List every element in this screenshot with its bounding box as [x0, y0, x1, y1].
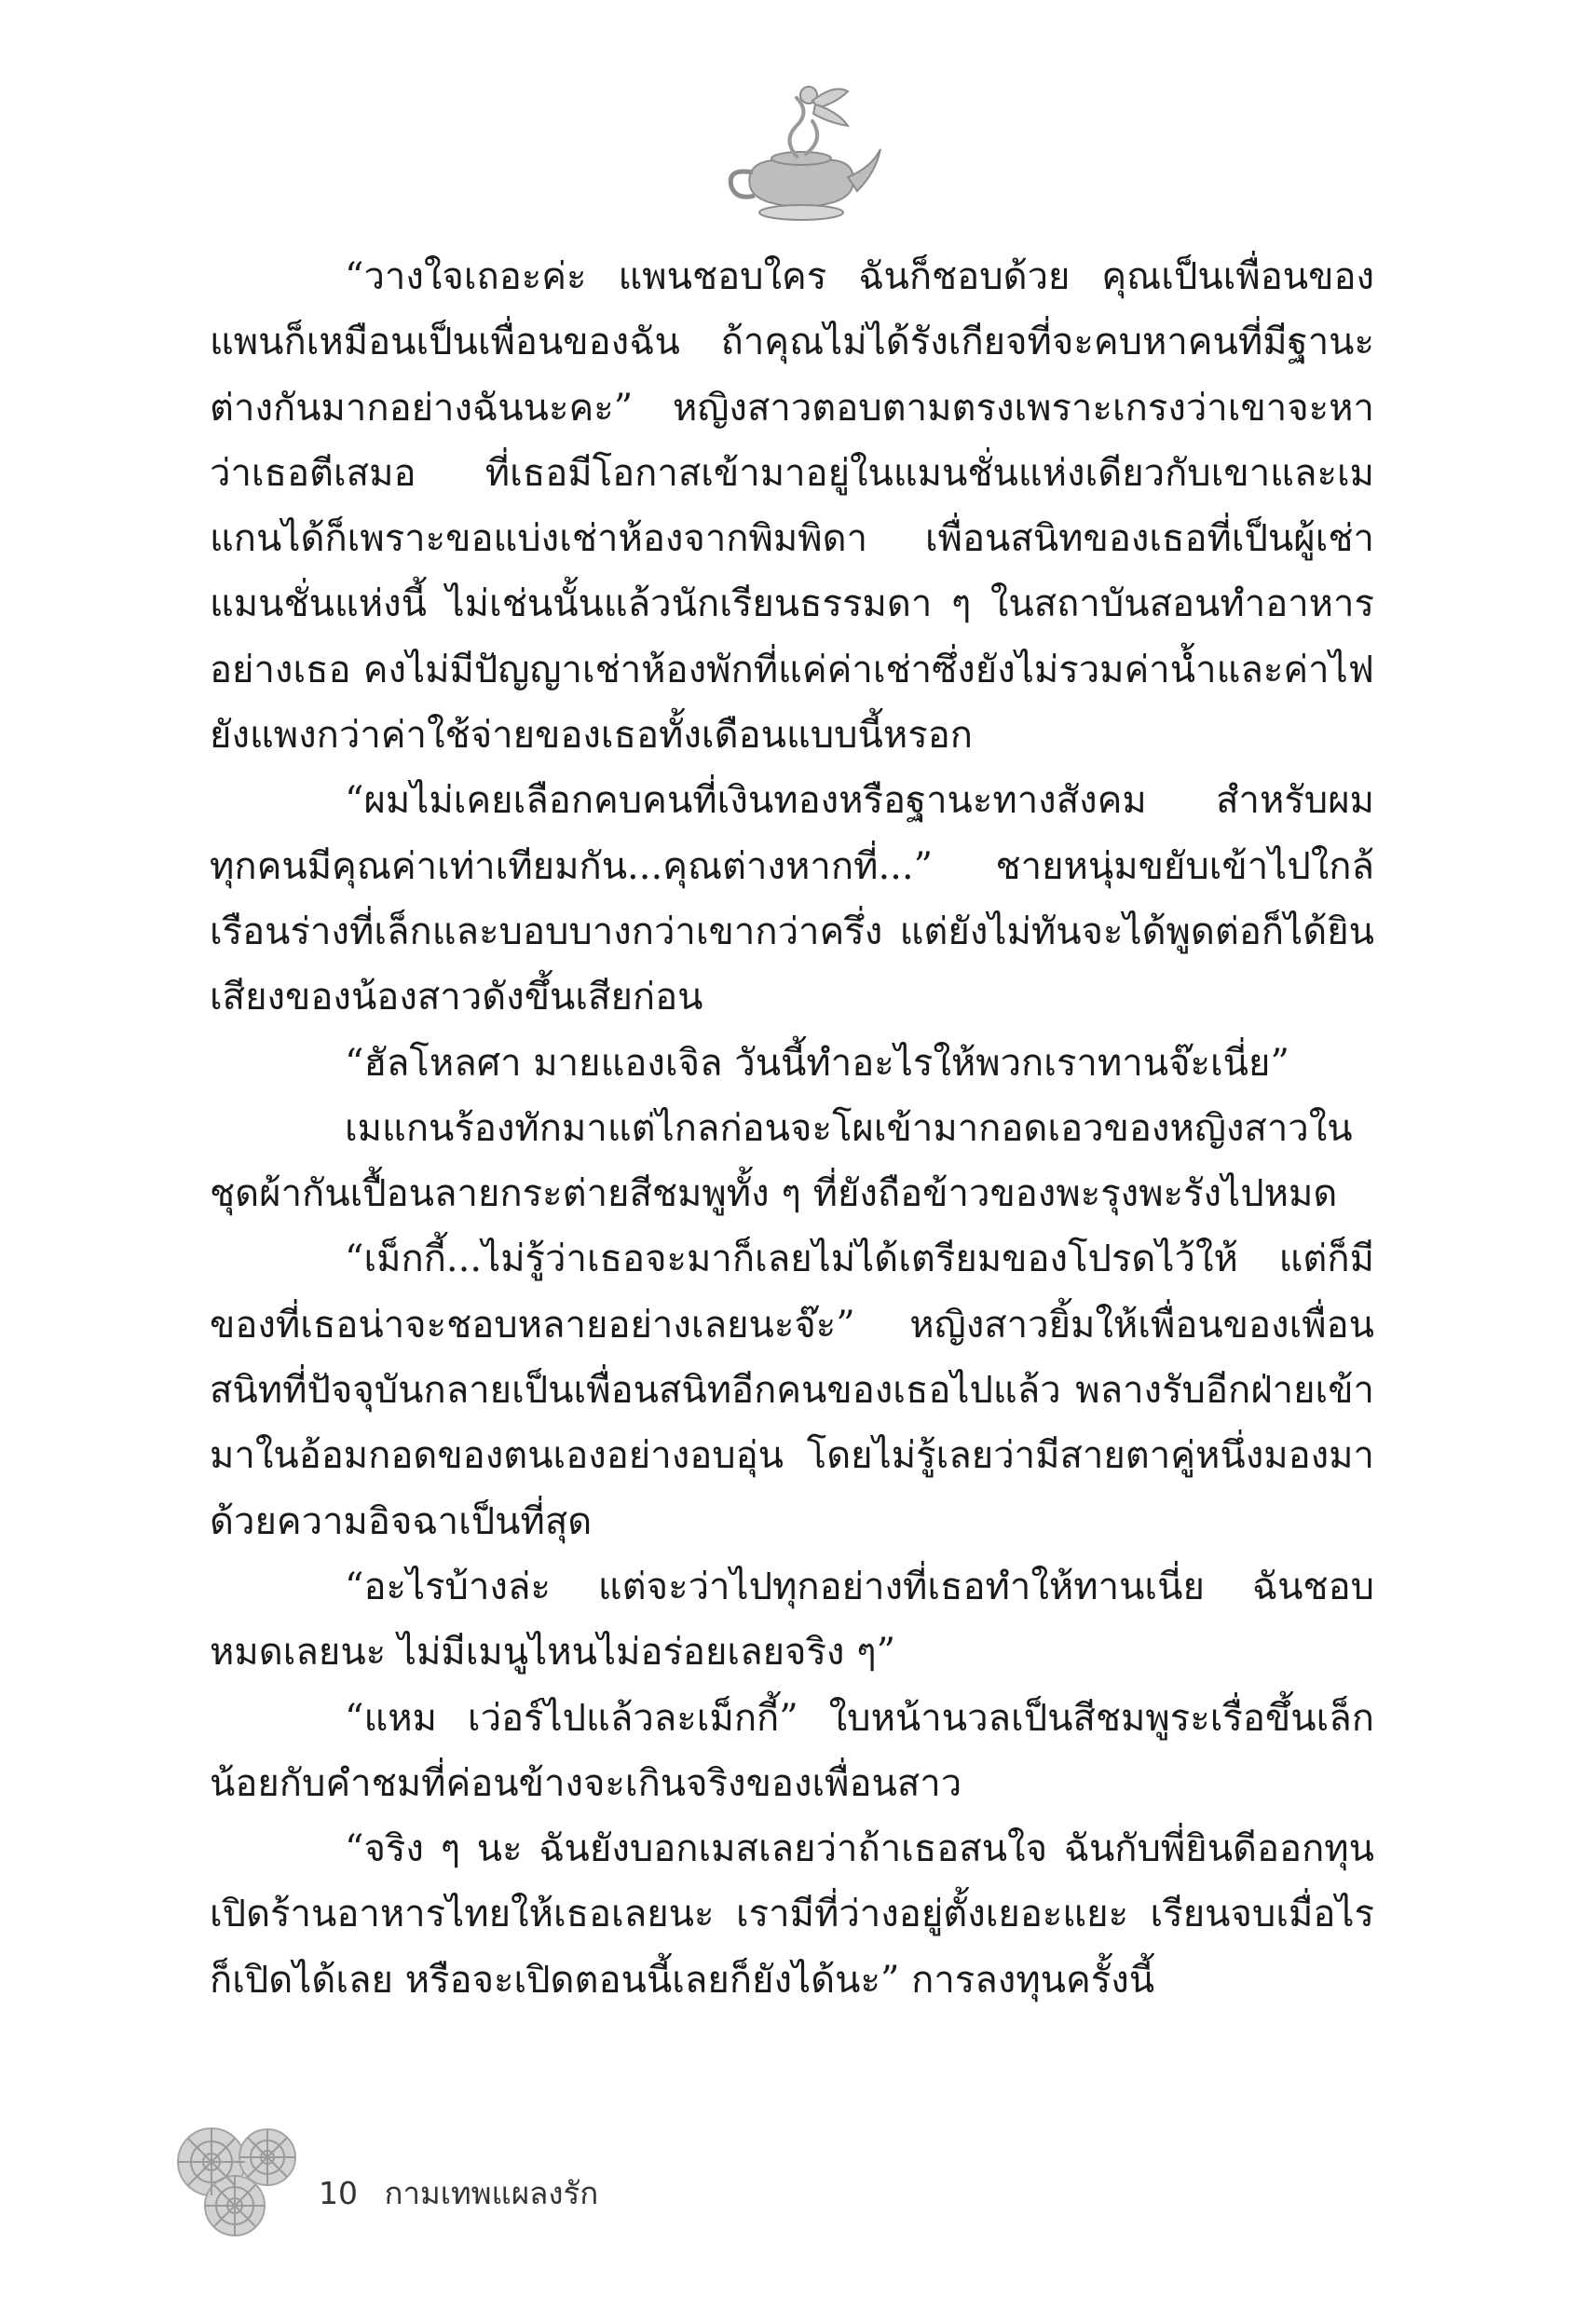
page-footer: [170, 2120, 822, 2241]
paragraph: “เม็กกี้...ไม่รู้ว่าเธอจะมาก็เลยไม่ได้เตรียมของโปรดไว้ให้ แต่ก็มีของที่เธอน่าจะชอบหลายอย่างเลยนะจ๊ะ” หญิงสาวยิ้มให้เพื่อนของเพื่อนสนิทที่ปัจจุบันกลายเป็นเพื่อนสนิทอีกคนของเธอไปแล้ว พลางรับอีกฝ่ายเข้ามาในอ้อมกอดของตนเองอย่างอบอุ่น โดยไม่รู้เลยว่ามีสายตาคู่หนึ่งมองมาด้วยความอิจฉาเป็นที่สุด: [210, 1238, 1374, 1543]
paragraph: “แหม เว่อร์ไปแล้วละเม็กกี้” ใบหน้านวลเป็นสีชมพูระเรื่อขึ้นเล็กน้อยกับคำชมที่ค่อนข้างจะเกินจริงของเพื่อนสาว: [210, 1696, 1374, 1805]
paragraph: “อะไรบ้างล่ะ แต่จะว่าไปทุกอย่างที่เธอทำให้ทานเนี่ย ฉันชอบหมดเลยนะ ไม่มีเมนูไหนไม่อร่อยเลยจริง ๆ”: [210, 1565, 1374, 1675]
paragraph: “ผมไม่เคยเลือกคบคนที่เงินทองหรือฐานะทางสังคม สำหรับผม ทุกคนมีคุณค่าเท่าเทียมกัน...คุณต่างหากที่...” ชายหนุ่มขยับเข้าไปใกล้เรือนร่างที่เล็กและบอบบางกว่าเขากว่าครึ่ง แต่ยังไม่ทันจะได้พูดต่อก็ได้ยินเสียงของน้องสาวดังขึ้นเสียก่อน: [210, 779, 1374, 1019]
body-text: [210, 244, 1374, 2013]
rosette-cluster-icon: [170, 2120, 319, 2241]
paragraph: “วางใจเถอะค่ะ แพนชอบใคร ฉันก็ชอบด้วย คุณเป็นเพื่อนของแพนก็เหมือนเป็นเพื่อนของฉัน ถ้าคุณไม่ได้รังเกียจที่จะคบหาคนที่มีฐานะต่างกันมากอย่างฉันนะคะ” หญิงสาวตอบตามตรงเพราะเกรงว่าเขาจะหาว่าเธอตีเสมอ ที่เธอมีโอกาสเข้ามาอยู่ในแมนชั่นแห่งเดียวกับเขาและเมแกนได้ก็เพราะขอแบ่งเช่าห้องจากพิมพิดา เพื่อนสนิทของเธอที่เป็นผู้เช่าแมนชั่นแห่งนี้ ไม่เช่นนั้นแล้วนักเรียนธรรมดา ๆ ในสถาบันสอนทำอาหารอย่างเธอ คงไม่มีปัญญาเช่าห้องพักที่แค่ค่าเช่าซึ่งยังไม่รวมค่าน้ำและค่าไฟยังแพงกว่าค่าใช้จ่ายของเธอทั้งเดือนแบบนี้หรอก: [210, 255, 1374, 758]
paragraph: “จริง ๆ นะ ฉันยังบอกเมสเลยว่าถ้าเธอสนใจ ฉันกับพี่ยินดีออกทุนเปิดร้านอาหารไทยให้เธอเลยนะ เรามีที่ว่างอยู่ตั้งเยอะแยะ เรียนจบเมื่อไรก็เปิดได้เลย หรือจะเปิดตอนนี้เลยก็ยังได้นะ” การลงทุนครั้งนี้: [210, 1827, 1374, 2002]
paragraph: “ฮัลโหลศา มายแองเจิล วันนี้ทำอะไรให้พวกเราทานจ๊ะเนี่ย”: [345, 1041, 1289, 1085]
page-number: 10: [319, 2175, 358, 2211]
book-title: กามเทพแผลงรัก: [384, 2175, 599, 2211]
fairy-teapot-icon: [708, 75, 894, 233]
paragraph: เมแกนร้องทักมาแต่ไกลก่อนจะโผเข้ามากอดเอวของหญิงสาวในชุดผ้ากันเปื้อนลายกระต่ายสีชมพูทั้ง ๆ ที่ยังถือข้าวของพะรุงพะรังไปหมด: [210, 1106, 1353, 1216]
page-folio: [319, 2168, 598, 2218]
